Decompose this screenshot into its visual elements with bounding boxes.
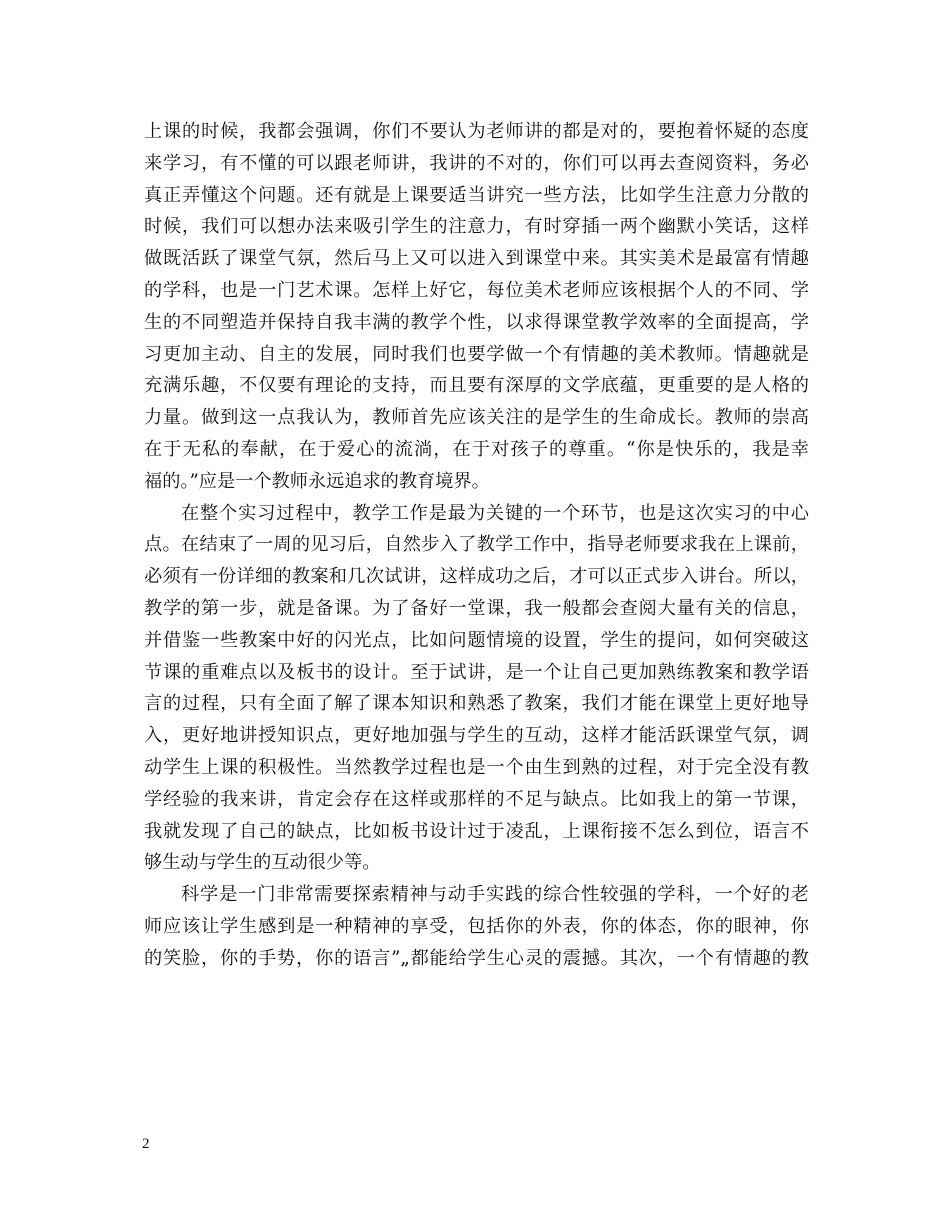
- paragraph-1: [144, 116, 809, 498]
- text-line: 力量。做到这一点我认为，教师首先应该关注的是学生的生命成长。教师的崇高: [144, 407, 809, 429]
- document-body: [144, 116, 809, 975]
- text-line: 生的不同塑造并保持自我丰满的教学个性，以求得课堂教学效率的全面提高，学: [144, 311, 809, 333]
- text-line: 言的过程，只有全面了解了课本知识和熟悉了教案，我们才能在课堂上更好地导: [144, 693, 809, 715]
- text-line: 时候，我们可以想办法来吸引学生的注意力，有时穿插一两个幽默小笑话，这样: [144, 216, 809, 238]
- text-line: 上课的时候，我都会强调，你们不要认为老师讲的都是对的，要抱着怀疑的态度: [144, 121, 809, 142]
- text-line: 的学科，也是一门艺术课。怎样上好它，每位美术老师应该根据个人的不同、学: [144, 279, 809, 301]
- text-line: 点。在结束了一周的见习后，自然步入了教学工作中，指导老师要求我在上课前，: [144, 534, 809, 556]
- text-line: 节课的重难点以及板书的设计。至于试讲，是一个让自己更加熟练教案和教学语: [144, 661, 809, 683]
- page-number: 2: [142, 1136, 150, 1152]
- text-line: 学经验的我来讲，肯定会存在这样或那样的不足与缺点。比如我上的第一节课，: [144, 788, 809, 810]
- text-line: 科学是一门非常需要探索精神与动手实践的综合性较强的学科，一个好的老: [181, 884, 809, 906]
- text-line: 入，更好地讲授知识点，更好地加强与学生的互动，这样才能活跃课堂气氛，调: [144, 725, 809, 747]
- text-line: 我就发现了自己的缺点，比如板书设计过于凌乱，上课衔接不怎么到位，语言不: [144, 820, 809, 842]
- text-line: 师应该让学生感到是一种精神的享受，包括你的外表，你的体态，你的眼神，你: [144, 915, 809, 937]
- text-line: 来学习，有不懂的可以跟老师讲，我讲的不对的，你们可以再去查阅资料，务必: [144, 152, 809, 174]
- text-line: 习更加主动、自主的发展，同时我们也要学做一个有情趣的美术教师。情趣就是: [144, 343, 809, 365]
- text-line: 在整个实习过程中，教学工作是最为关键的一个环节，也是这次实习的中心: [181, 502, 809, 524]
- text-line: 真正弄懂这个问题。还有就是上课要适当讲究一些方法，比如学生注意力分散的: [144, 184, 809, 206]
- text-line: 教学的第一步，就是备课。为了备好一堂课，我一般都会查阅大量有关的信息，: [144, 597, 809, 619]
- text-line: 的笑脸，你的手势，你的语言”„都能给学生心灵的震撼。其次，一个有情趣的教: [144, 947, 809, 969]
- text-line: 在于无私的奉献，在于爱心的流淌，在于对孩子的尊重。“你是快乐的，我是幸: [144, 438, 809, 460]
- text-line: 充满乐趣，不仅要有理论的支持，而且要有深厚的文学底蕴，更重要的是人格的: [144, 375, 809, 397]
- text-line: 并借鉴一些教案中好的闪光点，比如问题情境的设置，学生的提问，如何突破这: [144, 629, 809, 651]
- paragraph-2: [144, 498, 809, 880]
- text-line: 够生动与学生的互动很少等。: [144, 852, 381, 874]
- paragraph-3: [144, 879, 809, 974]
- text-line: 做既活跃了课堂气氛，然后马上又可以进入到课堂中来。其实美术是最富有情趣: [144, 248, 809, 270]
- text-line: 福的。”应是一个教师永远追求的教育境界。: [144, 470, 490, 492]
- text-line: 动学生上课的积极性。当然教学过程也是一个由生到熟的过程，对于完全没有教: [144, 756, 809, 778]
- text-line: 必须有一份详细的教案和几次试讲，这样成功之后，才可以正式步入讲台。所以，: [144, 566, 809, 588]
